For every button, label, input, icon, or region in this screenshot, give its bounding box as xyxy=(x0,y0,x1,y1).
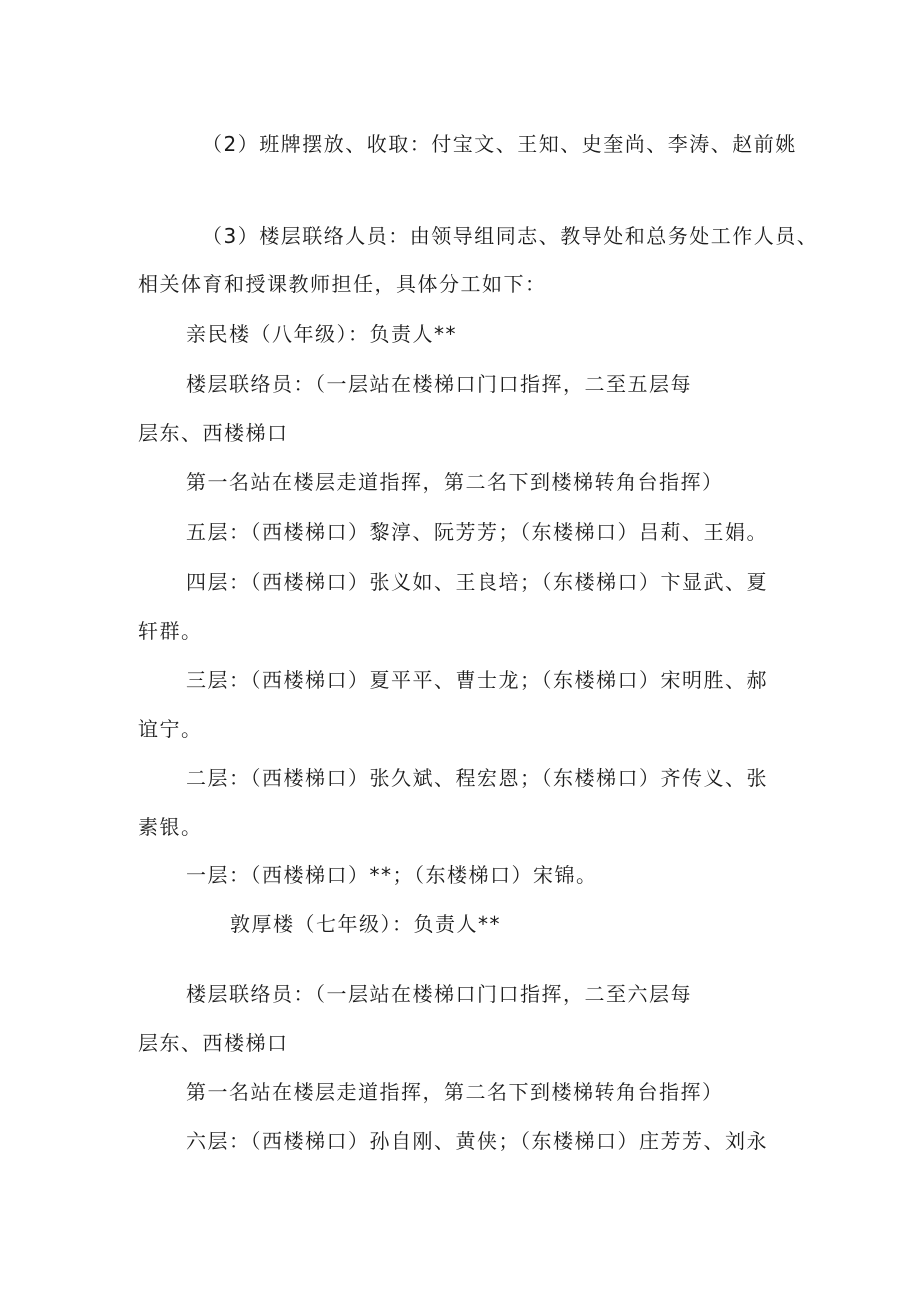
qinmin-liaison-note-cont: 层东、西楼梯口 xyxy=(138,421,289,445)
dunhou-liaison-note: 楼层联络员：（一层站在楼梯口门口指挥，二至六层每 xyxy=(186,982,692,1006)
qinmin-floor-2: 二层：（西楼梯口）张久斌、程宏恩；（东楼梯口）齐传义、张 xyxy=(186,766,768,790)
qinmin-floor-4: 四层：（西楼梯口）张义如、王良培；（东楼梯口）卞显武、夏 xyxy=(186,570,768,594)
dunhou-floor-6: 六层：（西楼梯口）孙自刚、黄侠；（东楼梯口）庄芳芳、刘永 xyxy=(186,1129,768,1153)
qinmin-liaison-note-rule: 第一名站在楼层走道指挥，第二名下到楼梯转角台指挥） xyxy=(186,470,724,494)
qinmin-floor-2-cont: 素银。 xyxy=(138,815,203,839)
qinmin-floor-3-cont: 谊宁。 xyxy=(138,717,203,741)
heading-qinmin-building: 亲民楼（八年级）：负责人** xyxy=(186,322,457,346)
qinmin-floor-3: 三层：（西楼梯口）夏平平、曹士龙；（东楼梯口）宋明胜、郝 xyxy=(186,668,768,692)
paragraph-banner-duty: （2）班牌摆放、收取：付宝文、王知、史奎尚、李涛、赵前姚 xyxy=(202,132,797,156)
paragraph-floor-liaison-intro: （3）楼层联络人员：由领导组同志、教导处和总务处工作人员、 xyxy=(202,224,819,248)
paragraph-floor-liaison-intro-cont: 相关体育和授课教师担任，具体分工如下： xyxy=(138,272,547,296)
heading-dunhou-building: 敦厚楼（七年级）：负责人** xyxy=(230,912,501,936)
qinmin-floor-1: 一层：（西楼梯口）**；（东楼梯口）宋锦。 xyxy=(186,863,598,887)
qinmin-floor-5: 五层：（西楼梯口）黎淳、阮芳芳；（东楼梯口）吕莉、王娟。 xyxy=(186,520,768,544)
qinmin-floor-4-cont: 轩群。 xyxy=(138,619,203,643)
qinmin-liaison-note: 楼层联络员：（一层站在楼梯口门口指挥，二至五层每 xyxy=(186,372,692,396)
dunhou-liaison-note-rule: 第一名站在楼层走道指挥，第二名下到楼梯转角台指挥） xyxy=(186,1080,724,1104)
dunhou-liaison-note-cont: 层东、西楼梯口 xyxy=(138,1031,289,1055)
